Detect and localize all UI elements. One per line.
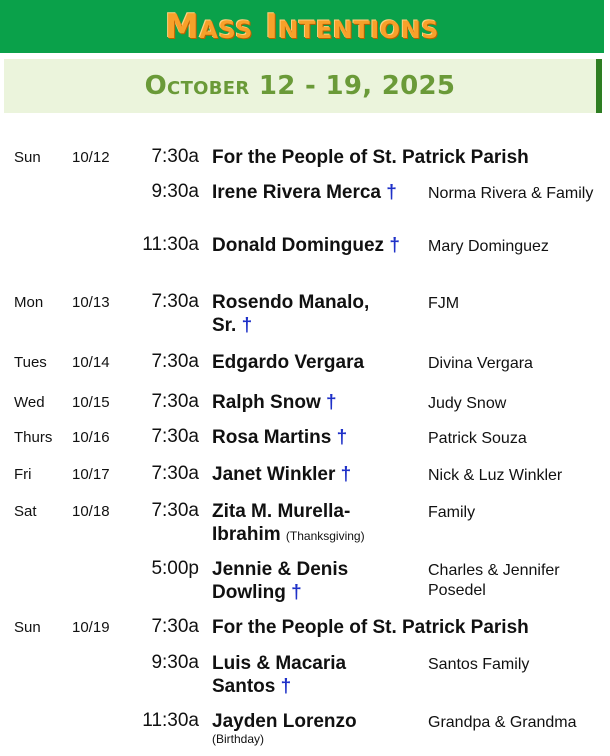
date-label: 10/12 bbox=[72, 149, 110, 166]
day-label: Sun bbox=[14, 619, 41, 636]
intention-name bbox=[212, 291, 392, 337]
deceased-cross-icon: † bbox=[326, 392, 337, 413]
day-label: Fri bbox=[14, 466, 32, 483]
requested-by: Grandpa & Grandma bbox=[428, 714, 577, 731]
intention-name bbox=[212, 391, 417, 414]
date-label: 10/16 bbox=[72, 429, 110, 446]
intention-name-text: Janet Winkler bbox=[212, 464, 336, 485]
intention-name bbox=[212, 351, 417, 374]
date-label: 10/19 bbox=[72, 619, 110, 636]
deceased-cross-icon: † bbox=[336, 427, 348, 448]
intention-name-text: Irene Rivera Merca bbox=[212, 182, 381, 203]
deceased-cross-icon: † bbox=[386, 182, 397, 203]
requested-by: Charles & Jennifer Posedel bbox=[428, 562, 560, 599]
intention-name-text: Zita M. Murella-Ibrahim bbox=[212, 501, 351, 545]
intention-name bbox=[212, 234, 402, 257]
intention-name bbox=[212, 426, 417, 449]
intention-name-text: Luis & Macaria Santos bbox=[212, 653, 347, 697]
requested-by: Santos Family bbox=[428, 656, 530, 673]
mass-time: 7:30a bbox=[151, 426, 199, 447]
deceased-cross-icon: † bbox=[280, 676, 292, 697]
deceased-cross-icon: † bbox=[291, 582, 302, 603]
date-range: October 12 - 19, 2025 bbox=[144, 71, 456, 101]
intention-name-text: Donald Dominguez bbox=[212, 235, 385, 256]
mass-time: 7:30a bbox=[151, 391, 199, 412]
mass-time: 7:30a bbox=[151, 291, 199, 312]
title-banner bbox=[0, 0, 604, 53]
deceased-cross-icon: † bbox=[241, 315, 253, 336]
date-label: 10/14 bbox=[72, 354, 110, 371]
intention-name-text: For the People of St. Patrick Parish bbox=[212, 617, 529, 638]
day-label: Sun bbox=[14, 149, 41, 166]
intention-name-text: Rosendo Manalo, Sr. bbox=[212, 292, 370, 336]
intention-name bbox=[212, 710, 417, 746]
intention-name bbox=[212, 181, 417, 204]
day-label: Thurs bbox=[14, 429, 53, 446]
day-label: Mon bbox=[14, 294, 44, 311]
day-label: Sat bbox=[14, 503, 37, 520]
intention-name bbox=[212, 463, 417, 486]
date-band-accent bbox=[596, 59, 602, 113]
intention-name bbox=[212, 500, 387, 548]
requested-by: Nick & Luz Winkler bbox=[428, 467, 563, 484]
mass-time: 7:30a bbox=[151, 463, 199, 484]
date-label: 10/17 bbox=[72, 466, 110, 483]
intention-note: (Birthday) bbox=[212, 732, 265, 746]
deceased-cross-icon: † bbox=[389, 235, 400, 256]
requested-by: FJM bbox=[428, 295, 460, 312]
mass-time: 5:00p bbox=[151, 558, 199, 579]
requested-by: Patrick Souza bbox=[428, 430, 527, 447]
intention-name bbox=[212, 652, 377, 698]
date-label: 10/18 bbox=[72, 503, 110, 520]
requested-by: Judy Snow bbox=[428, 395, 507, 412]
intention-name bbox=[212, 616, 604, 639]
requested-by: Divina Vergara bbox=[428, 355, 533, 372]
intention-name-text: For the People of St. Patrick Parish bbox=[212, 147, 529, 168]
requested-by: Norma Rivera & Family bbox=[428, 185, 594, 202]
intention-name-text: Ralph Snow bbox=[212, 392, 321, 413]
day-label: Tues bbox=[14, 354, 47, 371]
requested-by: Family bbox=[428, 504, 476, 521]
mass-time: 7:30a bbox=[151, 616, 199, 637]
intention-name-text: Jennie & Denis Dowling bbox=[212, 559, 349, 603]
page-title: Mass Intentions bbox=[165, 6, 439, 47]
date-range-band bbox=[4, 59, 596, 113]
deceased-cross-icon: † bbox=[340, 464, 352, 485]
date-label: 10/13 bbox=[72, 294, 110, 311]
day-label: Wed bbox=[14, 394, 45, 411]
intention-name bbox=[212, 146, 604, 169]
requested-by: Mary Dominguez bbox=[428, 238, 549, 255]
mass-time: 7:30a bbox=[151, 146, 199, 167]
mass-time: 9:30a bbox=[151, 181, 199, 202]
intention-name-text: Rosa Martins bbox=[212, 427, 332, 448]
mass-time: 11:30a bbox=[142, 710, 199, 731]
intention-note: (Thanksgiving) bbox=[285, 529, 365, 543]
mass-time: 7:30a bbox=[151, 500, 199, 521]
mass-time: 9:30a bbox=[151, 652, 199, 673]
mass-time: 11:30a bbox=[142, 234, 199, 255]
intention-name-text: Edgardo Vergara bbox=[212, 352, 365, 373]
intention-name-text: Jayden Lorenzo bbox=[212, 711, 357, 732]
intention-name bbox=[212, 558, 377, 604]
mass-time: 7:30a bbox=[151, 351, 199, 372]
date-label: 10/15 bbox=[72, 394, 110, 411]
